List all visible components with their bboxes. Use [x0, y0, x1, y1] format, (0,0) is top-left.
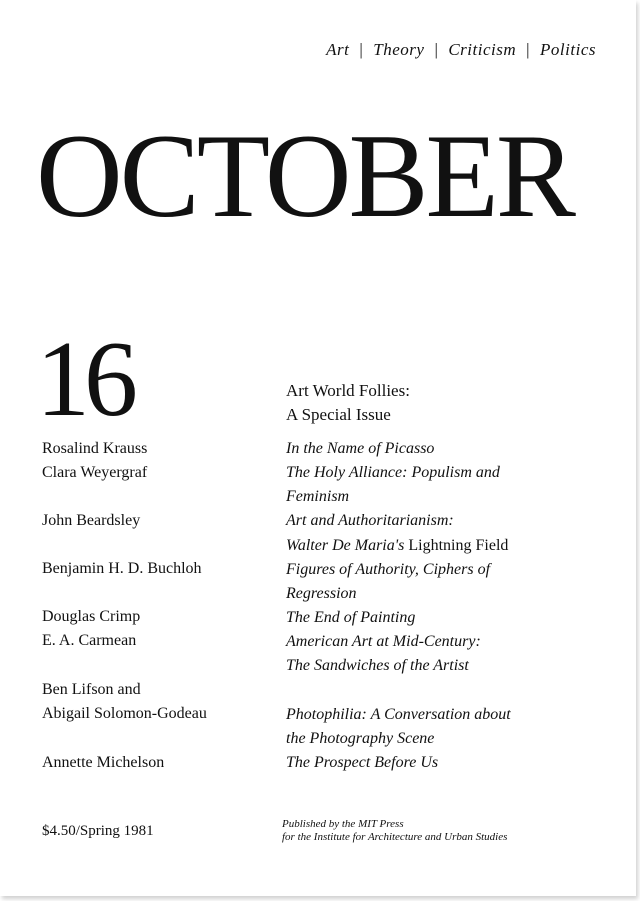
- tagline-politics: Politics: [540, 40, 596, 59]
- article-title: In the Name of Picasso: [286, 440, 435, 457]
- tagline-theory: Theory: [373, 40, 425, 59]
- price-season: $4.50/Spring 1981: [42, 823, 154, 839]
- article-title-part: Walter De Maria's: [286, 537, 405, 554]
- author: Abigail Solomon-Godeau: [42, 705, 207, 722]
- author: Ben Lifson and: [42, 681, 141, 698]
- article-title: The Sandwiches of the Artist: [286, 657, 469, 674]
- author: Rosalind Krauss: [42, 440, 148, 457]
- article-title: Regression: [286, 585, 357, 602]
- special-issue-line-1: Art World Follies:: [286, 381, 410, 400]
- author: Benjamin H. D. Buchloh: [42, 560, 202, 577]
- article-title: [286, 534, 508, 558]
- article-title: Figures of Authority, Ciphers of: [286, 561, 491, 578]
- author: Clara Weyergraf: [42, 464, 148, 481]
- publisher-line-2: for the Institute for Architecture and Urban Studies: [282, 831, 508, 843]
- special-issue-line-2: A Special Issue: [286, 405, 391, 424]
- article-title: The Holy Alliance: Populism and: [286, 464, 500, 481]
- publisher-note: [282, 818, 507, 844]
- masthead-title: OCTOBER: [36, 109, 573, 242]
- tagline-criticism: Criticism: [448, 40, 517, 59]
- article-title-part: Lightning Field: [408, 537, 509, 554]
- tagline: [326, 40, 596, 60]
- article-title: American Art at Mid-Century:: [286, 633, 481, 650]
- article-title: Photophilia: A Conversation about: [286, 706, 511, 723]
- issue-number: 16: [36, 320, 132, 439]
- special-issue-heading: [286, 379, 410, 427]
- author: John Beardsley: [42, 512, 141, 529]
- article-title: Feminism: [286, 488, 350, 505]
- publisher-line-1: Published by the MIT Press: [282, 818, 404, 830]
- author: E. A. Carmean: [42, 632, 137, 649]
- article-title: Art and Authoritarianism:: [286, 512, 454, 529]
- tagline-separator: |: [526, 40, 531, 59]
- article-title: the Photography Scene: [286, 730, 435, 747]
- tagline-separator: |: [359, 40, 364, 59]
- article-title: The Prospect Before Us: [286, 754, 439, 771]
- tagline-separator: |: [434, 40, 439, 59]
- author: Annette Michelson: [42, 754, 165, 771]
- article-title: The End of Painting: [286, 609, 416, 626]
- author: Douglas Crimp: [42, 608, 141, 625]
- tagline-art: Art: [326, 40, 350, 59]
